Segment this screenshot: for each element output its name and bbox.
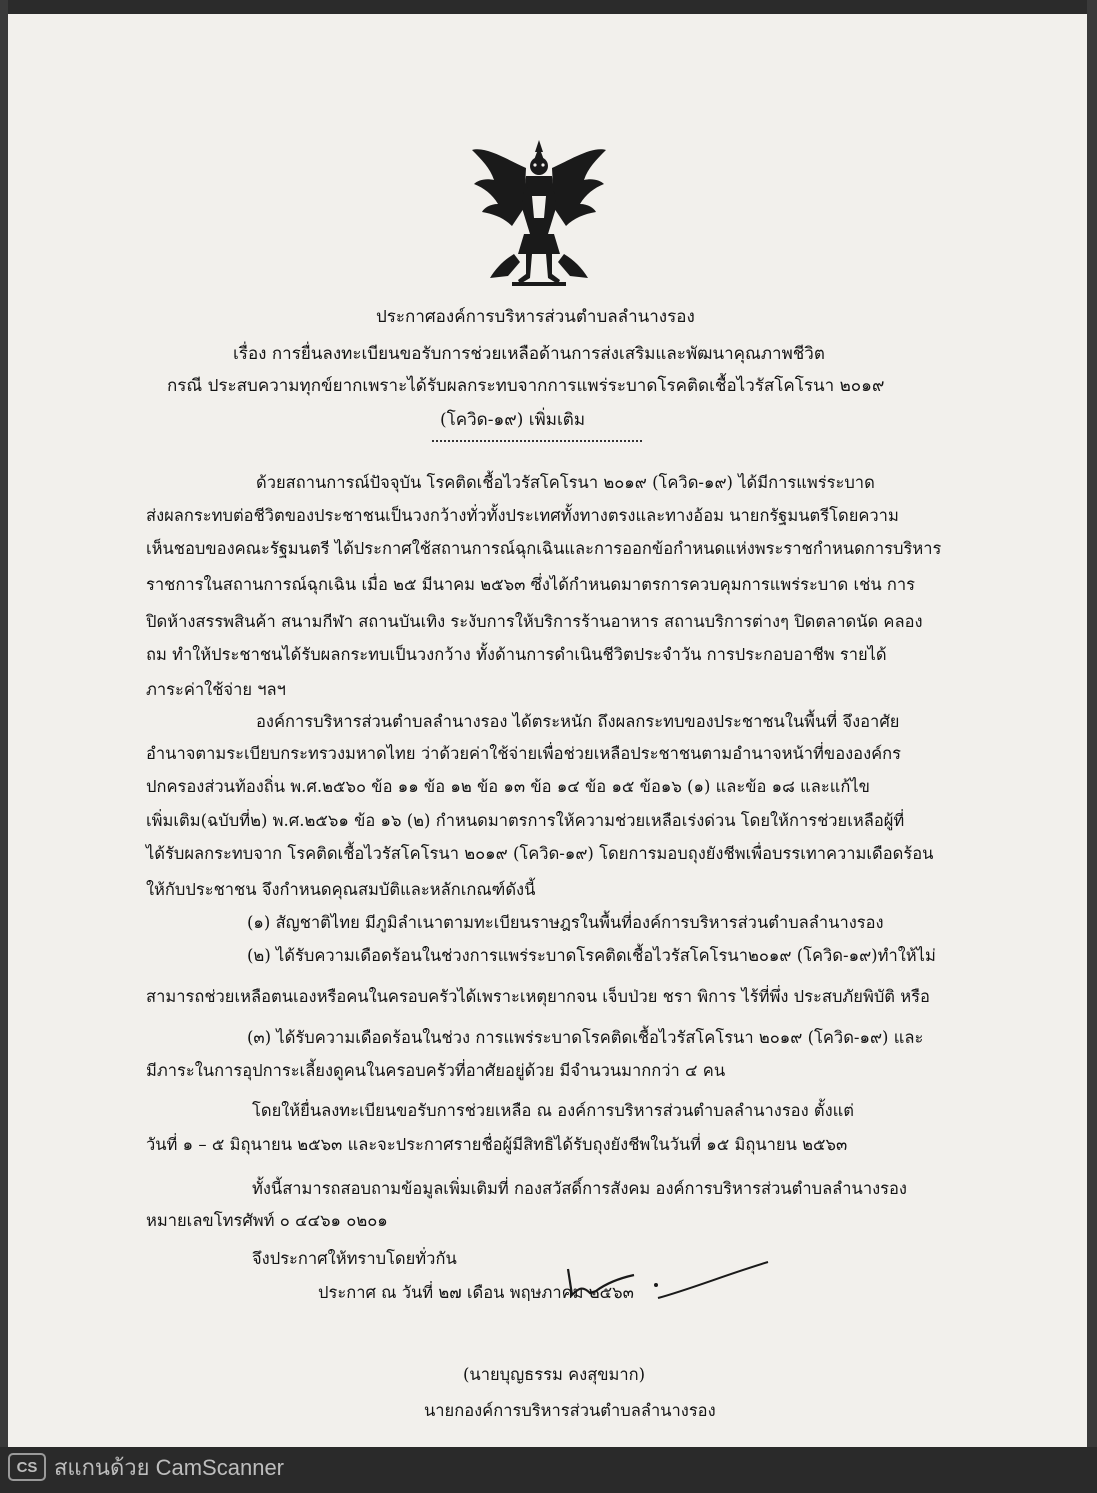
camscanner-logo-icon: CS (8, 1453, 46, 1481)
registration-line: โดยให้ยื่นลงทะเบียนขอรับการช่วยเหลือ ณ องค์การบริหารส่วนตำบลลำนางรอง ตั้งแต่ (252, 1101, 855, 1120)
criteria-item: (๒) ได้รับความเดือดร้อนในช่วงการแพร่ระบาดโรคติดเชื้อไวรัสโคโรนา๒๐๑๙ (โควิด-๑๙)ทำให้ไม่ (247, 946, 936, 965)
paragraph2-line: เพิ่มเติม(ฉบับที่๒) พ.ศ.๒๕๖๑ ข้อ ๑๖ (๒) กำหนดมาตรการให้ความช่วยเหลือเร่งด่วน โดยให้การช่วยเหลือผู้ที่ (146, 811, 905, 830)
signer-name: (นายบุญธรรม คงสุขมาก) (463, 1365, 646, 1384)
closing-statement: จึงประกาศให้ทราบโดยทั่วกัน (252, 1249, 457, 1268)
paragraph1-line: ด้วยสถานการณ์ปัจจุบัน โรคติดเชื้อไวรัสโคโรนา ๒๐๑๙ (โควิด-๑๙) ได้มีการแพร่ระบาด (256, 473, 875, 492)
document-subject: เรื่อง การยื่นลงทะเบียนขอรับการช่วยเหลือด้านการส่งเสริมและพัฒนาคุณภาพชีวิต (233, 344, 825, 364)
paragraph1-line: ราชการในสถานการณ์ฉุกเฉิน เมื่อ ๒๕ มีนาคม ๒๕๖๓ ซึ่งได้กำหนดมาตรการควบคุมการแพร่ระบาด เช่น การ (146, 575, 915, 594)
criteria-item: (๑) สัญชาติไทย มีภูมิลำเนาตามทะเบียนราษฎรในพื้นที่องค์การบริหารส่วนตำบลลำนางรอง (247, 913, 884, 932)
paragraph2-line: องค์การบริหารส่วนตำบลลำนางรอง ได้ตระหนัก ถึงผลกระทบของประชาชนในพื้นที่ จึงอาศัย (256, 712, 900, 731)
paragraph1-line: ส่งผลกระทบต่อชีวิตของประชาชนเป็นวงกว้างทั่วทั้งประเทศทั้งทางตรงและทางอ้อม นายกรัฐมนตรีโดยความ (146, 506, 899, 525)
camscanner-watermark (8, 1452, 284, 1482)
paragraph2-line: อำนาจตามระเบียบกระทรวงมหาดไทย ว่าด้วยค่าใช้จ่ายเพื่อช่วยเหลือประชาชนตามอำนาจหน้าที่ขององค์กร (146, 744, 902, 763)
paragraph1-line: เห็นชอบของคณะรัฐมนตรี ได้ประกาศใช้สถานการณ์ฉุกเฉินและการออกข้อกำหนดแห่งพระราชกำหนดการบริหาร (146, 539, 942, 558)
garuda-emblem-icon (468, 138, 610, 288)
signature-icon (560, 1255, 690, 1315)
signer-title: นายกองค์การบริหารส่วนตำบลลำนางรอง (424, 1401, 716, 1420)
paragraph2-line: ปกครองส่วนท้องถิ่น พ.ศ.๒๕๖๐ ข้อ ๑๑ ข้อ ๑๒ ข้อ ๑๓ ข้อ ๑๔ ข้อ ๑๕ ข้อ๑๖ (๑) และข้อ ๑๘ และแก้ไข (146, 777, 870, 796)
paragraph2-line: ได้รับผลกระทบจาก โรคติดเชื้อไวรัสโคโรนา ๒๐๑๙ (โควิด-๑๙) โดยการมอบถุงยังชีพเพื่อบรรเทาความเดือดร้อน (146, 844, 934, 863)
camscanner-text: สแกนด้วย CamScanner (54, 1454, 285, 1480)
paragraph1-line: ปิดห้างสรรพสินค้า สนามกีฬา สถานบันเทิง ระงับการให้บริการร้านอาหาร สถานบริการต่างๆ ปิดตลาดนัด คลอง (146, 612, 923, 631)
registration-line: วันที่ ๑ – ๕ มิถุนายน ๒๕๖๓ และจะประกาศรายชื่อผู้มีสิทธิได้รับถุงยังชีพในวันที่ ๑๕ มิถุนายน ๒๕๖๓ (146, 1135, 848, 1154)
paragraph1-line: ภาระค่าใช้จ่าย ฯลฯ (146, 680, 286, 699)
scan-border-top (0, 0, 1097, 14)
criteria-item: (๓) ได้รับความเดือดร้อนในช่วง การแพร่ระบาดโรคติดเชื้อไวรัสโคโรนา ๒๐๑๙ (โควิด-๑๙) และ (247, 1028, 924, 1047)
scan-border-right (1087, 0, 1097, 1493)
document-case-continued: (โควิด-๑๙) เพิ่มเติม (440, 410, 586, 430)
date-line: ประกาศ ณ วันที่ ๒๗ เดือน พฤษภาคม ๒๕๖๓ (318, 1283, 634, 1302)
criteria-item: สามารถช่วยเหลือตนเองหรือคนในครอบครัวได้เพราะเหตุยากจน เจ็บป่วย ชรา พิการ ไร้ที่พึ่ง ประสบภัยพิบัติ หรือ (146, 987, 930, 1006)
document-case: กรณี ประสบความทุกข์ยากเพราะได้รับผลกระทบจากการแพร่ระบาดโรคติดเชื้อไวรัสโคโรนา ๒๐๑๙ (167, 376, 885, 396)
scan-border-left (0, 0, 8, 1493)
header-divider (432, 440, 642, 442)
contact-line: ทั้งนี้สามารถสอบถามข้อมูลเพิ่มเติมที่ กองสวัสดิ์การสังคม องค์การบริหารส่วนตำบลลำนางรอง (252, 1179, 907, 1198)
paragraph1-line: ถม ทำให้ประชาชนได้รับผลกระทบเป็นวงกว้าง ทั้งด้านการดำเนินชีวิตประจำวัน การประกอบอาชีพ รายได้ (146, 645, 887, 664)
contact-phone: หมายเลขโทรศัพท์ ๐ ๔๔๖๑ ๐๒๐๑ (146, 1211, 388, 1230)
document-organization: ประกาศองค์การบริหารส่วนตำบลลำนางรอง (376, 307, 695, 327)
paragraph2-line: ให้กับประชาชน จึงกำหนดคุณสมบัติและหลักเกณฑ์ดังนี้ (146, 880, 536, 899)
criteria-item: มีภาระในการอุปการะเลี้ยงดูคนในครอบครัวที่อาศัยอยู่ด้วย มีจำนวนมากกว่า ๔ คน (146, 1061, 726, 1080)
